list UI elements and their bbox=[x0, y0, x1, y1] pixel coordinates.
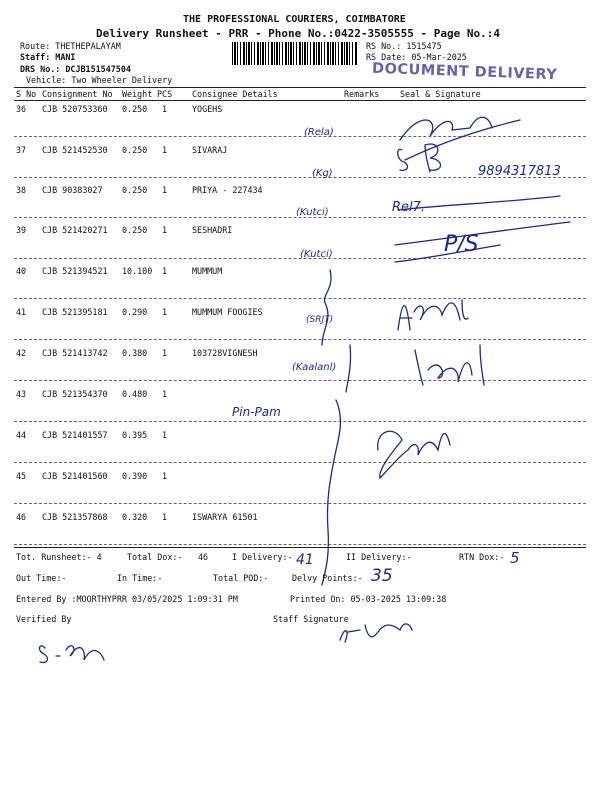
remark-hw: (SRJT) bbox=[306, 315, 334, 325]
delvy-points-label: Delvy Points:- bbox=[292, 573, 363, 583]
row-consignee: YOGEHS bbox=[192, 104, 223, 114]
tot-runsheet: Tot. Runsheet:- 4 bbox=[16, 552, 102, 562]
row-weight: 0.320 bbox=[122, 512, 148, 522]
row-consignment: CJB 521401557 bbox=[42, 430, 108, 440]
route-label: Route: THETHEPALAYAM bbox=[20, 41, 121, 51]
row-sno: 37 bbox=[16, 145, 27, 155]
row-sno: 44 bbox=[16, 430, 27, 440]
row-consignee: MUMMUM bbox=[192, 266, 223, 276]
row-pcs: 1 bbox=[162, 512, 168, 522]
row-consignment: CJB 521395181 bbox=[42, 307, 108, 317]
remark-hw: (Kutci) bbox=[300, 249, 333, 260]
row-pcs: 1 bbox=[162, 145, 168, 155]
row-pcs: 1 bbox=[162, 389, 168, 399]
row-sno: 45 bbox=[16, 471, 27, 481]
col-seal-signature: Seal & Signature bbox=[400, 89, 481, 99]
col-sno: S No bbox=[16, 89, 37, 99]
row-sno: 42 bbox=[16, 348, 27, 358]
col-consignment: Consignment No bbox=[42, 89, 113, 99]
ps-hw: P/S bbox=[444, 232, 479, 257]
row-consignment: CJB 521452530 bbox=[42, 145, 108, 155]
row-sno: 36 bbox=[16, 104, 27, 114]
row-weight: 0.395 bbox=[122, 430, 148, 440]
row-weight: 0.390 bbox=[122, 471, 148, 481]
row-consignment: CJB 520753360 bbox=[42, 104, 108, 114]
verified-by-label: Verified By bbox=[16, 614, 72, 624]
col-pcs: PCS bbox=[157, 89, 173, 99]
row-sno: 43 bbox=[16, 389, 27, 399]
ii-delivery-label: II Delivery:- bbox=[346, 552, 412, 562]
total-dox-label: Total Dox:- bbox=[127, 552, 183, 562]
row-pcs: 1 bbox=[162, 225, 168, 235]
staff-label: Staff: MANI bbox=[20, 52, 76, 62]
row-weight: 10.100 bbox=[122, 266, 153, 276]
row-consignee: 103728VIGNESH bbox=[192, 348, 258, 358]
row-consignee: PRIYA - 227434 bbox=[192, 185, 263, 195]
total-dox-value: 46 bbox=[198, 552, 209, 562]
remark-hw: (Rela) bbox=[304, 127, 334, 138]
row-weight: 0.250 bbox=[122, 185, 148, 195]
row-weight: 0.250 bbox=[122, 145, 148, 155]
row-consignment: CJB 521357868 bbox=[42, 512, 108, 522]
row-pcs: 1 bbox=[162, 430, 168, 440]
row-consignment: CJB 521394521 bbox=[42, 266, 108, 276]
row-pcs: 1 bbox=[162, 185, 168, 195]
rtn-dox-hw: 5 bbox=[510, 549, 520, 567]
runsheet-subtitle: Delivery Runsheet - PRR - Phone No.:0422-3505555 - Page No.:4 bbox=[96, 27, 500, 40]
footer-rule bbox=[14, 547, 586, 548]
row-consignee: ISWARYA 61501 bbox=[192, 512, 258, 522]
row-sno: 41 bbox=[16, 307, 27, 317]
drs-label: DRS No.: DCJB151547504 bbox=[20, 64, 131, 74]
row-weight: 0.480 bbox=[122, 389, 148, 399]
row-weight: 0.250 bbox=[122, 225, 148, 235]
row-sno: 38 bbox=[16, 185, 27, 195]
row-consignee: SESHADRI bbox=[192, 225, 233, 235]
row-sno: 46 bbox=[16, 512, 27, 522]
vehicle-label: Vehicle: Two Wheeler Delivery bbox=[26, 75, 173, 85]
rs-date-label: RS Date: 05-Mar-2025 bbox=[366, 52, 467, 62]
delvy-points-hw: 35 bbox=[371, 566, 393, 586]
row-consignee: SIVARAJ bbox=[192, 145, 228, 155]
row-weight: 0.290 bbox=[122, 307, 148, 317]
row-weight: 0.250 bbox=[122, 104, 148, 114]
col-remarks: Remarks bbox=[344, 89, 380, 99]
row-pcs: 1 bbox=[162, 471, 168, 481]
row-consignment: CJB 521401560 bbox=[42, 471, 108, 481]
in-time-label: In Time:- bbox=[117, 573, 163, 583]
row-pcs: 1 bbox=[162, 266, 168, 276]
row-weight: 0.380 bbox=[122, 348, 148, 358]
col-weight: Weight bbox=[122, 89, 153, 99]
i-delivery-hw: 41 bbox=[296, 552, 314, 568]
rs-no-label: RS No.: 1515475 bbox=[366, 41, 442, 51]
staff-signature-label: Staff Signature bbox=[273, 614, 349, 624]
pinpam-hw: Pin-Pam bbox=[232, 405, 281, 419]
remark-hw: (Kg) bbox=[312, 168, 333, 179]
row-pcs: 1 bbox=[162, 348, 168, 358]
row-consignment: CJB 90383027 bbox=[42, 185, 103, 195]
document-delivery-stamp: DOCUMENT DELIVERY bbox=[371, 60, 558, 84]
row-sno: 40 bbox=[16, 266, 27, 276]
row-consignment: CJB 521413742 bbox=[42, 348, 108, 358]
entered-by: Entered By :MOORTHYPRR 03/05/2025 1:09:31 PM bbox=[16, 594, 238, 604]
printed-on: Printed On: 05-03-2025 13:09:38 bbox=[290, 594, 447, 604]
rel-hw: Rel7. bbox=[392, 200, 426, 215]
row-pcs: 1 bbox=[162, 104, 168, 114]
col-consignee: Consignee Details bbox=[192, 89, 278, 99]
i-delivery-label: I Delivery:- bbox=[232, 552, 293, 562]
total-pod-label: Total POD:- bbox=[213, 573, 269, 583]
out-time-label: Out Time:- bbox=[16, 573, 67, 583]
phone-hw: 9894317813 bbox=[478, 164, 561, 179]
row-sno: 39 bbox=[16, 225, 27, 235]
remark-hw: (Kutci) bbox=[296, 207, 329, 218]
row-consignment: CJB 521354370 bbox=[42, 389, 108, 399]
rtn-dox-label: RTN Dox:- bbox=[459, 552, 505, 562]
row-consignment: CJB 521420271 bbox=[42, 225, 108, 235]
row-pcs: 1 bbox=[162, 307, 168, 317]
row-consignee: MUMMUM FOOGIES bbox=[192, 307, 263, 317]
company-title: THE PROFESSIONAL COURIERS, COIMBATORE bbox=[183, 14, 406, 25]
remark-hw: (Kaalanl) bbox=[292, 362, 337, 373]
